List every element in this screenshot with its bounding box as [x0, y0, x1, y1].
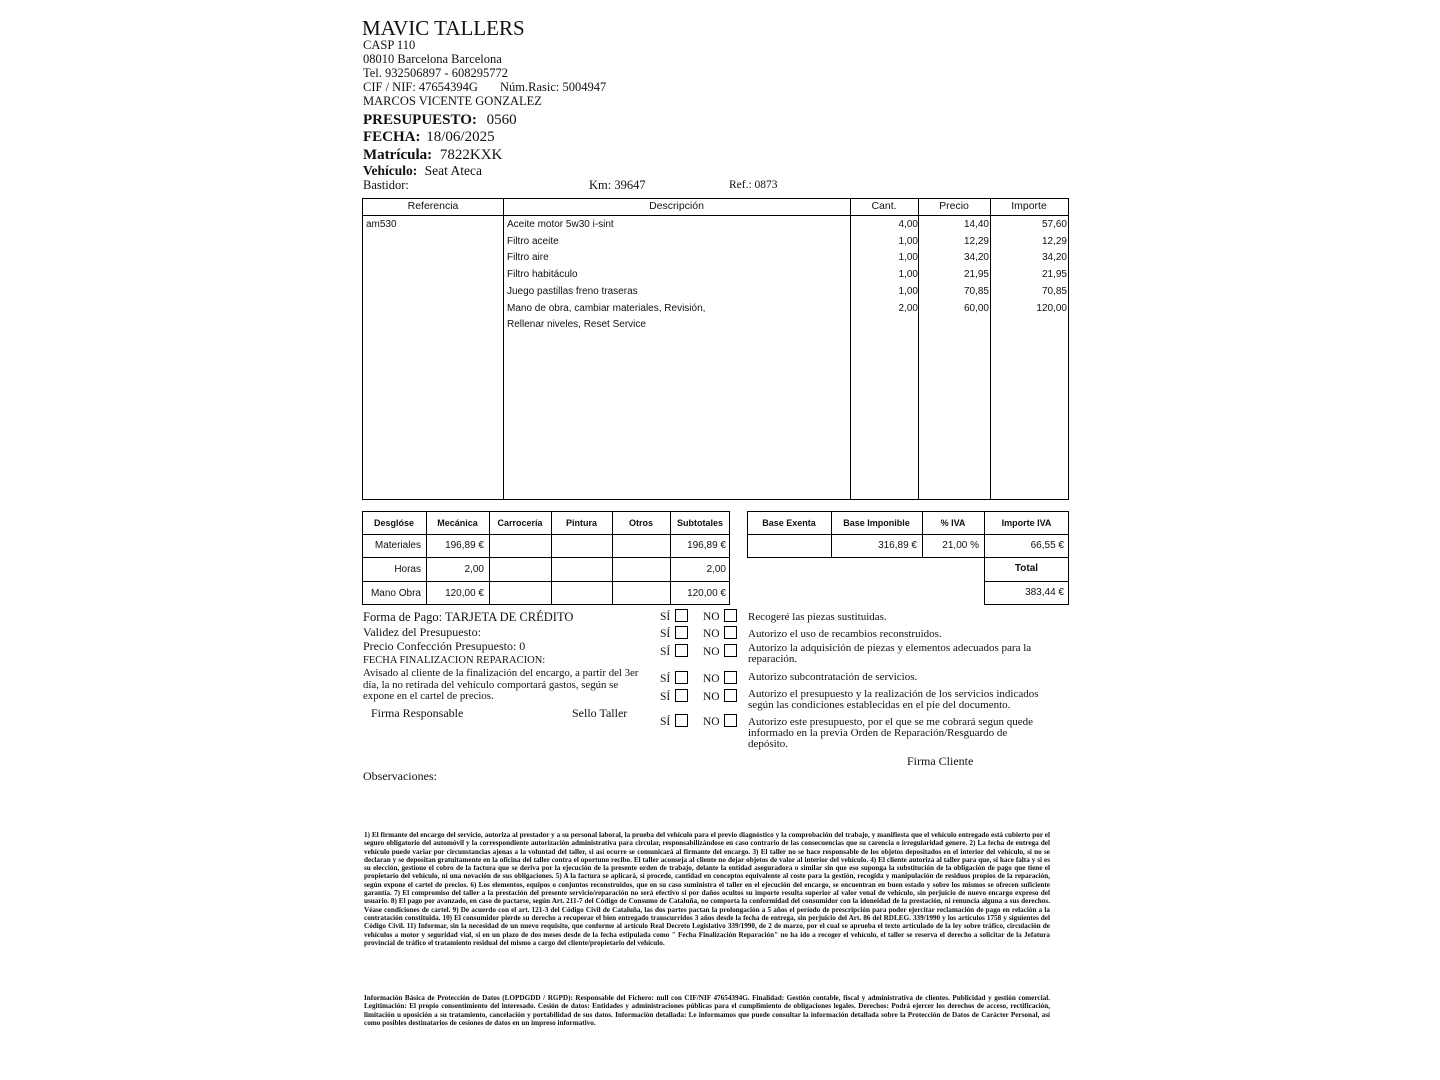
total-value: 383,44 € — [1025, 587, 1064, 598]
sello-taller: Sello Taller — [572, 706, 628, 720]
bastidor-label: Bastidor: — [363, 178, 409, 192]
item-price: 34,20 — [963, 252, 989, 263]
no-label: NO — [703, 646, 720, 658]
mano-obra-mecanica: 120,00 € — [445, 588, 484, 599]
row-divider — [747, 534, 1069, 535]
item-desc: Filtro habitáculo — [507, 269, 578, 280]
item-qty: 1,00 — [898, 286, 918, 297]
item-qty: 2,00 — [898, 303, 918, 314]
company-address: CASP 110 — [363, 38, 416, 52]
validez-presupuesto: Validez del Presupuesto: — [363, 625, 481, 639]
header-desglose: Desglóse — [373, 518, 415, 528]
header-importe: Importe — [1011, 200, 1047, 212]
firma-cliente: Firma Cliente — [907, 754, 974, 768]
privacy-notice: Información Básica de Protección de Datos (LOPDGDD / RGPD): Responsable del Fichero: null con CIF/NIF 47654394G. Finalidad: Gestión contable, fiscal y administrativa de clientes. Publicidad y gestión comercial. Legitimación: El propio consentimiento del interesado. Cesión de datos: Entidades y administraciones públicas para el cumplimiento de obligaciones legales. Derechos: Podrá ejercer los derechos de acceso, rectificación, limitación u oposición a su tratamiento, cancelación y portabilidad de sus datos. Información detallada: Le informamos que puede consultar la información detallada sobre la Protección de Datos de Carácter Personal, así como posibles destinatarios de cesiones de datos en un impreso informativo. — [364, 994, 1050, 1027]
header-otros: Otros — [628, 518, 653, 528]
item-total: 12,29 — [1041, 236, 1067, 247]
item-qty: 4,00 — [898, 219, 918, 230]
fecha-row — [363, 129, 495, 146]
header-cantidad: Cant. — [871, 200, 897, 212]
no-label: NO — [703, 691, 720, 703]
auth-text: Autorizo el presupuesto y la realización de los servicios indicados según las condiciones establecidas en el pie del documento. — [748, 688, 1039, 711]
horas-subtotal: 2,00 — [706, 564, 726, 575]
si-label: SÍ — [660, 646, 671, 658]
no-checkbox[interactable] — [724, 671, 737, 684]
item-desc: Juego pastillas freno traseras — [507, 286, 638, 297]
no-checkbox[interactable] — [724, 644, 737, 657]
matricula-label: Matrícula: — [363, 147, 433, 163]
vehiculo-row — [363, 163, 482, 179]
row-divider — [362, 581, 730, 582]
item-qty: 1,00 — [898, 269, 918, 280]
si-label: SÍ — [660, 611, 671, 623]
company-rasic: Núm.Rasic: 5004947 — [500, 80, 607, 94]
matricula-value: 7822KXK — [439, 147, 503, 163]
auth-text: Autorizo el uso de recambios reconstruidos. — [748, 628, 942, 640]
si-label: SÍ — [660, 691, 671, 703]
item-price: 12,29 — [963, 236, 989, 247]
materiales-mecanica: 196,89 € — [445, 540, 484, 551]
row-label-mano-obra: Mano Obra — [370, 588, 421, 599]
si-label: SÍ — [660, 673, 671, 685]
no-checkbox[interactable] — [724, 689, 737, 702]
si-checkbox[interactable] — [675, 644, 688, 657]
matricula-row — [363, 147, 502, 164]
auth-text: Autorizo este presupuesto, por el que se me cobrará segun quede informado en la previa Orden de Reparación/Resguardo de depósito. — [748, 716, 1033, 750]
col-divider — [503, 199, 504, 499]
si-label: SÍ — [660, 716, 671, 728]
precio-confeccion: Precio Confección Presupuesto: 0 — [363, 639, 526, 653]
row-divider — [362, 557, 730, 558]
no-label: NO — [703, 611, 720, 623]
si-checkbox[interactable] — [675, 609, 688, 622]
base-imponible-value: 316,89 € — [878, 540, 917, 551]
si-checkbox[interactable] — [675, 689, 688, 702]
no-checkbox[interactable] — [724, 609, 737, 622]
ref-value: Ref.: 0873 — [729, 179, 778, 191]
si-checkbox[interactable] — [675, 671, 688, 684]
company-name: MAVIC TALLERS — [362, 16, 525, 40]
item-price: 21,95 — [963, 269, 989, 280]
item-desc: Mano de obra, cambiar materiales, Revisión, — [507, 303, 706, 314]
mano-obra-subtotal: 120,00 € — [687, 588, 726, 599]
vehiculo-label: Vehículo: — [363, 163, 418, 178]
item-price: 60,00 — [963, 303, 989, 314]
fecha-value: 18/06/2025 — [426, 129, 495, 145]
auth-text: Autorizo la adquisición de piezas y elementos adecuados para la reparación. — [748, 642, 1032, 665]
vehiculo-value: Seat Ateca — [424, 163, 482, 178]
item-desc: Aceite motor 5w30 i-sint — [507, 219, 614, 230]
row-label-horas: Horas — [394, 564, 421, 575]
fecha-finalizacion: FECHA FINALIZACION REPARACION: — [363, 655, 546, 666]
no-checkbox[interactable] — [724, 626, 737, 639]
item-desc: Filtro aire — [507, 252, 549, 263]
item-desc: Filtro aceite — [507, 236, 559, 247]
horas-mecanica: 2,00 — [464, 564, 484, 575]
no-label: NO — [703, 673, 720, 685]
header-iva-percent: % IVA — [940, 518, 966, 528]
si-checkbox[interactable] — [675, 714, 688, 727]
presupuesto-row — [363, 112, 517, 129]
company-tax-id: CIF / NIF: 47654394G — [363, 80, 478, 94]
presupuesto-value: 0560 — [486, 112, 517, 128]
auth-text: Recogeré las piezas sustituidas. — [748, 611, 887, 623]
header-precio: Precio — [939, 200, 969, 212]
total-label: Total — [1014, 563, 1039, 574]
header-pintura: Pintura — [565, 518, 597, 528]
items-table — [362, 198, 1069, 500]
aviso-cliente: Avisado al cliente de la finalización del encargo, a partir del 3er día, la no retirada del vehículo comportará gastos, según se expone en el cartel de precios. — [363, 667, 639, 702]
importe-iva-value: 66,55 € — [1030, 540, 1064, 551]
item-price: 14,40 — [963, 219, 989, 230]
observaciones-label: Observaciones: — [363, 769, 437, 783]
item-total: 70,85 — [1041, 286, 1067, 297]
item-total: 120,00 — [1036, 303, 1067, 314]
item-total: 34,20 — [1041, 252, 1067, 263]
no-label: NO — [703, 716, 720, 728]
header-base-imponible: Base Imponible — [843, 518, 910, 528]
legal-conditions: 1) El firmante del encargo del servicio, autoriza al prestador y a su personal laboral, la prueba del vehículo para el previo diagnóstico y la comprobación del trabajo, y manifiesta que el vehículo entregado está cubierto por el seguro obligatorio del automóvil y la correspondiente autorización administrativa para circular, responsabilizándose en caso contrario de las consecuencias que su carencia o irregularidad genere. 2) La fecha de entrega del vehículo puede variar por circunstancias ajenas a la voluntad del taller, si así ocurre se comunicará al firmante del encargo. 3) El taller no se hace responsable de los objetos depositados en el interior del vehículo, si no se declaran y se depositan gratuitamente en la oficina del taller contra el oportuno recibo. El taller aconseja al cliente no dejar objetos de valor al interior del vehículo. 4) El cliente autoriza al taller para que, si hace falta y si es su elección, gestione el cobro de la factura que se deriva por la ejecución de la presente orden de trabajo, delante la entidad aseguradora o similar sin que eso suponga la substitución de la obligación de pago que tiene el propietario del vehículo, ni una novación de sus obligaciones. 5) A la factura se aplicará, si procede, cantidad en conceptos equivalente al coste para la gestión, recogida y manipulación de residuos propios de la reparación, según expone el cartel de precios. 6) Los elementos, equipos o conjuntos reconstruidos, que en su caso suministra el taller en el ejecución del encargo, se encuentran en buen estado y sobre los mismos se ofrecen suficiente garantía. 7) El compromiso del taller a la prestación del presente servicio/reparación no será efectivo si por daños ocultos su importe resulta superior al valor venal de vehículo, sin perjuicio de nuevo encargo expreso del usuario. 8) El pago por avanzado, en caso de pactarse, según Art. 211-7 del Código de Consumo de Cataluña, no comporta la conformidad del consumidor con la idoneidad de la prestación, ni renuncia alguna a sus derechos. Véase condiciones de cartel. 9) De acuerdo con el art. 121-3 del Código Civil de Cataluña, las dos partes pactan la prolongación a 5 años el período de prescripción para poder ejercitar reclamación de pago en relación a la contratación constituida. 10) El consumidor pierde su derecho a recuperar el bien entregado transcurridos 3 años desde la fecha de entrega, sin perjuicio del Art. 86 del RDLEG. 339/1990 y los artículos 1758 y siguientes del Código Civil. 11) Informar, sin la necesidad de un nuevo requisito, que conforme al artículo Real Decreto Legislativo 339/1990, de 2 de marzo, por el cual se aprueba el texto articulado de la ley sobre tráfico, circulación de vehículos a motor y seguridad vial, si en un plazo de dos meses desde de la fecha estipulada como " Fecha Finalización Reparación" no ha ido a recoger el vehículo, el taller se reserva el derecho a solicitar de la Jefatura provincial de tráfico el tratamiento residual del mismo a cargo del cliente/propietario del vehículo. — [364, 831, 1050, 947]
materiales-subtotal: 196,89 € — [687, 540, 726, 551]
iva-percent-value: 21,00 % — [942, 540, 979, 551]
header-referencia: Referencia — [407, 200, 459, 212]
row-label-materiales: Materiales — [374, 540, 421, 551]
row-divider — [362, 534, 730, 535]
header-importe-iva: Importe IVA — [1001, 518, 1052, 528]
header-mecanica: Mecánica — [437, 518, 478, 528]
company-owner: MARCOS VICENTE GONZALEZ — [363, 94, 542, 108]
firma-responsable: Firma Responsable — [371, 706, 464, 720]
item-total: 57,60 — [1041, 219, 1067, 230]
km-value: Km: 39647 — [589, 178, 646, 192]
item-qty: 1,00 — [898, 252, 918, 263]
si-checkbox[interactable] — [675, 626, 688, 639]
forma-pago: Forma de Pago: TARJETA DE CRÉDITO — [363, 610, 574, 624]
auth-text: Autorizo subcontratación de servicios. — [748, 671, 918, 683]
company-city: 08010 Barcelona Barcelona — [363, 52, 502, 66]
item-desc: Rellenar niveles, Reset Service — [507, 319, 646, 330]
header-carroceria: Carrocería — [497, 518, 543, 528]
header-descripcion: Descripción — [649, 200, 704, 212]
presupuesto-label: PRESUPUESTO: — [363, 112, 477, 128]
si-label: SÍ — [660, 628, 671, 640]
row-divider — [984, 581, 1069, 582]
no-label: NO — [703, 628, 720, 640]
item-price: 70,85 — [963, 286, 989, 297]
header-subtotales: Subtotales — [676, 518, 723, 528]
item-total: 21,95 — [1041, 269, 1067, 280]
header-base-exenta: Base Exenta — [762, 518, 816, 528]
item-qty: 1,00 — [898, 236, 918, 247]
no-checkbox[interactable] — [724, 714, 737, 727]
item-ref: am530 — [366, 219, 397, 230]
fecha-label: FECHA: — [363, 129, 421, 145]
company-phone: Tel. 932506897 - 608295772 — [363, 66, 508, 80]
